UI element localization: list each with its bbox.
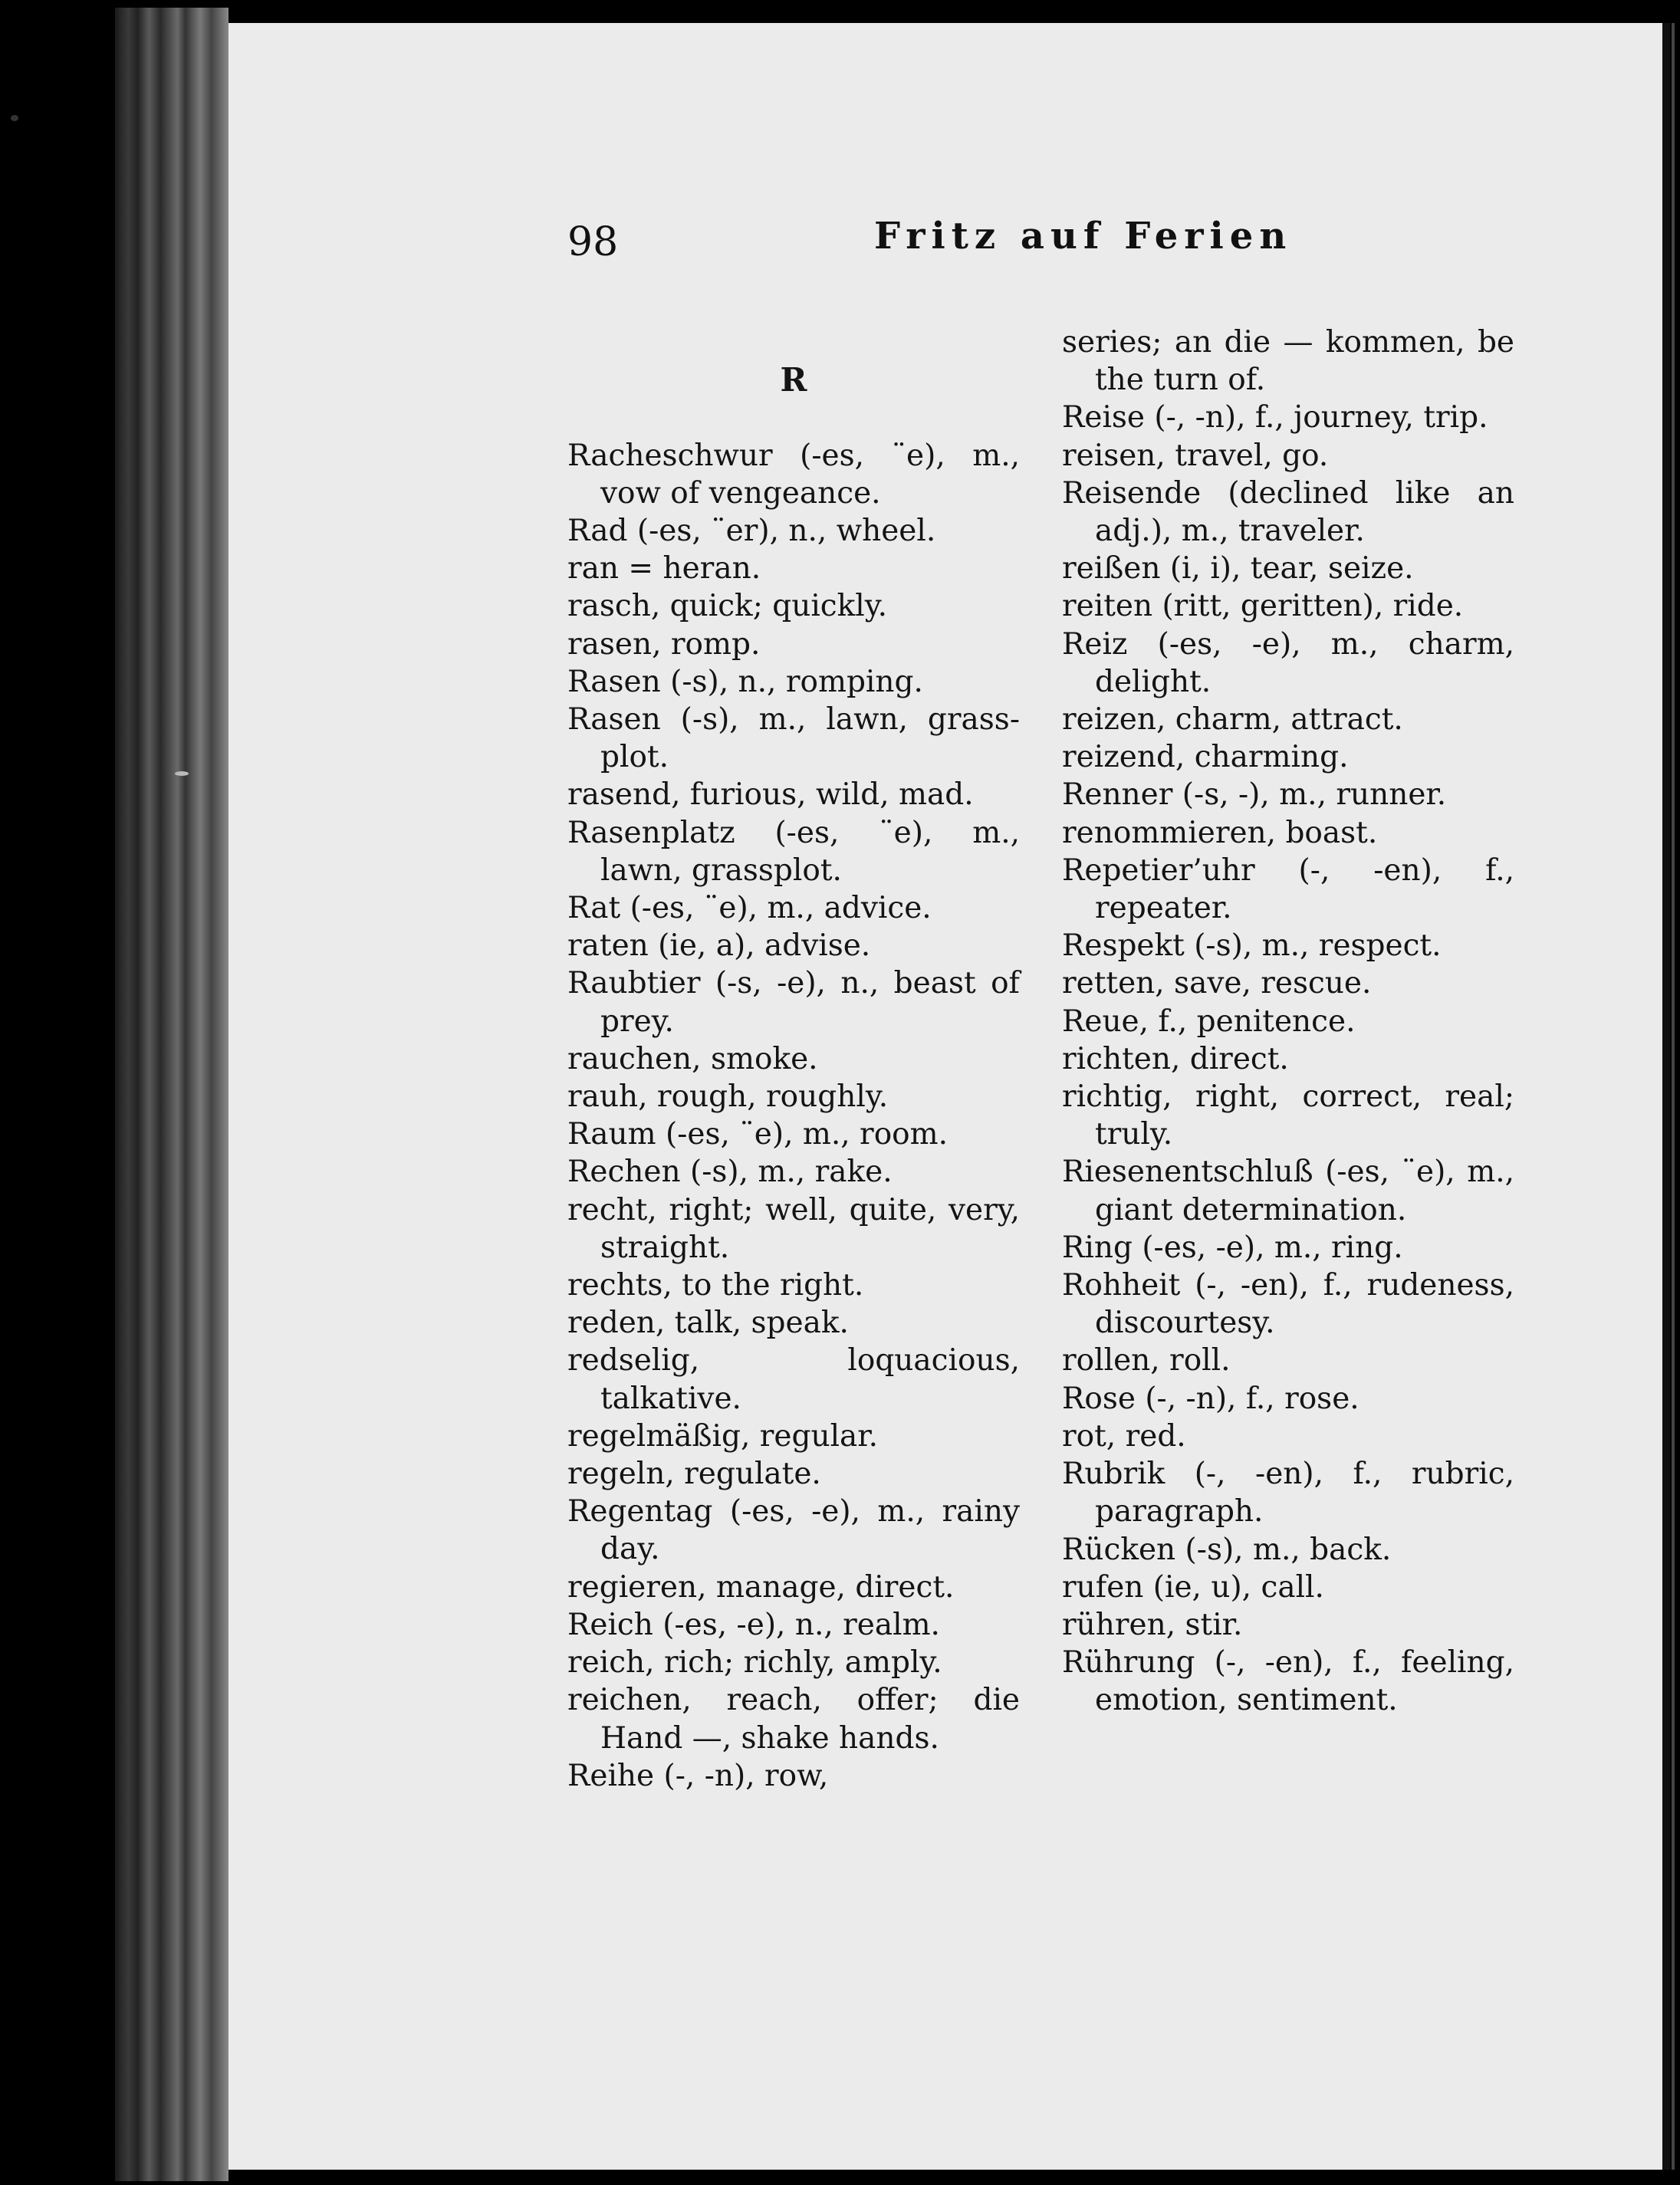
glossary-entry: Renner (-s, -), m., runner. [1062, 777, 1447, 813]
glossary-entry: Regentag (-es, -e), m., rainy day. [567, 1494, 1020, 1567]
glossary-entry: reißen (i, i), tear, seize. [1062, 551, 1414, 586]
glossary-entry: Rasen (-s), m., lawn, grass-plot. [567, 702, 1020, 775]
glossary-entry: rühren, stir. [1062, 1607, 1243, 1642]
glossary-entry: reizend, charming. [1062, 740, 1349, 775]
page-edge-shadow [1662, 23, 1670, 2170]
glossary-entry: Rechen (-s), m., rake. [567, 1155, 893, 1190]
glossary-entry: Riesenentschluß (-es, ¨e), m., giant determination. [1062, 1155, 1514, 1227]
glossary-entry: rasend, furious, wild, mad. [567, 777, 974, 813]
glossary-entry: regieren, manage, direct. [567, 1569, 955, 1605]
page-edge-line [1672, 23, 1675, 2170]
glossary-entry: rauchen, smoke. [567, 1041, 818, 1076]
glossary-entry: rauh, rough, roughly. [567, 1079, 889, 1115]
glossary-entry: richten, direct. [1062, 1041, 1289, 1076]
section-letter: R [780, 361, 807, 399]
glossary-entry: Rohheit (-, -en), f., rudeness, discourtesy. [1062, 1268, 1514, 1341]
glossary-entry: Ring (-es, -e), m., ring. [1062, 1230, 1403, 1265]
glossary-entry: redselig, loquacious, talkative. [567, 1343, 1020, 1416]
glossary-column-right [1062, 324, 1514, 1720]
glossary-entry: Rat (-es, ¨e), m., advice. [567, 891, 932, 926]
glossary-entry: Rücken (-s), m., back. [1062, 1532, 1392, 1567]
glossary-column-left [567, 324, 1020, 1795]
glossary-entry: raten (ie, a), advise. [567, 928, 871, 964]
glossary-entry: Raum (-es, ¨e), m., room. [567, 1117, 948, 1152]
page-number: 98 [567, 219, 619, 265]
glossary-entry: regelmäßig, regular. [567, 1418, 879, 1454]
glossary-entry: Rasen (-s), n., romping. [567, 664, 923, 699]
glossary-entry: ran = heran. [567, 551, 761, 586]
glossary-entry: Rubrik (-, -en), f., rubric, paragraph. [1062, 1457, 1514, 1530]
glossary-entry: Reich (-es, -e), n., realm. [567, 1607, 940, 1642]
glossary-entry: Racheschwur (-es, ¨e), m., vow of vengeance. [567, 438, 1020, 511]
glossary-entry: regeln, regulate. [567, 1457, 821, 1492]
glossary-entry: reich, rich; richly, amply. [567, 1645, 942, 1681]
glossary-entry: Repetier’uhr (-, -en), f., repeater. [1062, 853, 1514, 926]
glossary-entry: Rad (-es, ¨er), n., wheel. [567, 514, 936, 548]
glossary-entry: reizen, charm, attract. [1062, 702, 1403, 738]
glossary-entry: series; an die — kommen, be the turn of. [1062, 325, 1514, 398]
book-spine [115, 8, 228, 2181]
glossary-entry: Respekt (-s), m., respect. [1062, 928, 1442, 964]
glossary-entry: rechts, to the right. [567, 1268, 864, 1303]
glossary-entry: recht, right; well, quite, very, straight. [567, 1192, 1020, 1265]
scan-speck [11, 115, 18, 121]
book-title: Fritz auf Ferien [874, 215, 1293, 258]
glossary-entry: Reihe (-, -n), row, [567, 1758, 829, 1793]
glossary-entry: Rose (-, -n), f., rose. [1062, 1381, 1359, 1416]
glossary-entry: richtig, right, correct, real; truly. [1062, 1079, 1514, 1152]
glossary-entry: rot, red. [1062, 1418, 1186, 1454]
glossary-entry: rollen, roll. [1062, 1343, 1231, 1378]
glossary-entry: Rührung (-, -en), f., feeling, emotion, sentiment. [1062, 1645, 1514, 1718]
glossary-entry: rufen (ie, u), call. [1062, 1569, 1324, 1605]
scan-speck [175, 771, 189, 776]
glossary-entry: reiten (ritt, geritten), ride. [1062, 589, 1464, 624]
glossary-entry: rasen, romp. [567, 626, 761, 662]
running-head [567, 215, 1518, 276]
glossary-entry: reichen, reach, offer; die Hand —, shake hands. [567, 1683, 1020, 1756]
glossary-entry: Reiz (-es, -e), m., charm, delight. [1062, 626, 1514, 699]
glossary-entry: reden, talk, speak. [567, 1306, 849, 1341]
glossary-entry: Reise (-, -n), f., journey, trip. [1062, 400, 1488, 435]
glossary-entry: retten, save, rescue. [1062, 966, 1372, 1001]
glossary-entry: rasch, quick; quickly. [567, 589, 887, 624]
glossary-entry: Raubtier (-s, -e), n., beast of prey. [567, 966, 1020, 1039]
glossary-entry: renommieren, boast. [1062, 815, 1378, 850]
glossary-entry: reisen, travel, go. [1062, 438, 1329, 473]
glossary-entry: Reisende (declined like an adj.), m., traveler. [1062, 475, 1514, 549]
glossary-entry: Rasenplatz (-es, ¨e), m., lawn, grassplot. [567, 815, 1020, 888]
glossary-entry: Reue, f., penitence. [1062, 1004, 1356, 1039]
